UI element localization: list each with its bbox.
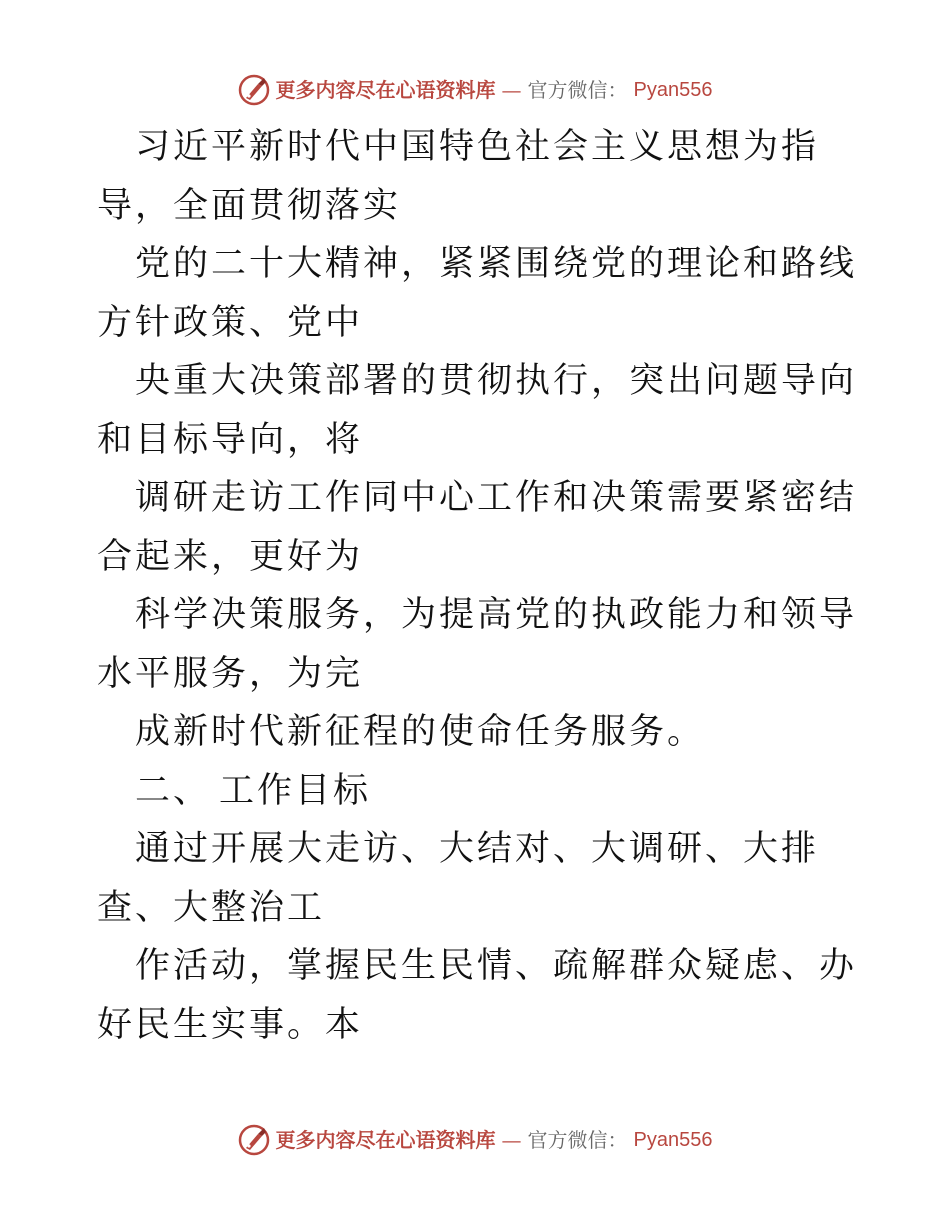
section-heading-number: 二、 (135, 770, 212, 811)
section-heading-title: 工作目标 (219, 770, 372, 811)
header-watermark (0, 74, 950, 106)
footer-watermark (0, 1124, 950, 1156)
paragraph: 党的二十大精神，紧紧围绕党的理论和路线方针政策、党中 (97, 244, 858, 343)
section-heading (97, 762, 857, 821)
paragraph: 调研走访工作同中心工作和决策需要紧密结合起来，更好为 (97, 478, 858, 577)
watermark-dash: — (501, 78, 522, 102)
watermark-dash: — (501, 1128, 522, 1152)
watermark-wechat-id: Pyan556 (633, 79, 713, 101)
pen-logo-icon (238, 74, 270, 106)
paragraph: 央重大决策部署的贯彻执行，突出问题导向和目标导向，将 (97, 361, 858, 460)
watermark-site-text: 更多内容尽在心语资料库 (275, 1128, 496, 1152)
paragraph: 作活动，掌握民生民情、疏解群众疑虑、办好民生实事。本 (97, 946, 858, 1045)
document-body (97, 118, 857, 1054)
watermark-site-text: 更多内容尽在心语资料库 (275, 78, 496, 102)
watermark-wechat-label: 官方微信： (527, 1128, 628, 1152)
paragraph: 通过开展大走访、大结对、大调研、大排查、大整治工 (97, 829, 820, 928)
watermark-wechat-label: 官方微信： (527, 78, 628, 102)
paragraph: 习近平新时代中国特色社会主义思想为指导，全面贯彻落实 (97, 127, 820, 226)
paragraph: 科学决策服务，为提高党的执政能力和领导水平服务，为完 (97, 595, 858, 694)
pen-logo-icon (238, 1124, 270, 1156)
watermark-wechat-id: Pyan556 (633, 1129, 713, 1151)
paragraph: 成新时代新征程的使命任务服务。 (135, 712, 706, 752)
